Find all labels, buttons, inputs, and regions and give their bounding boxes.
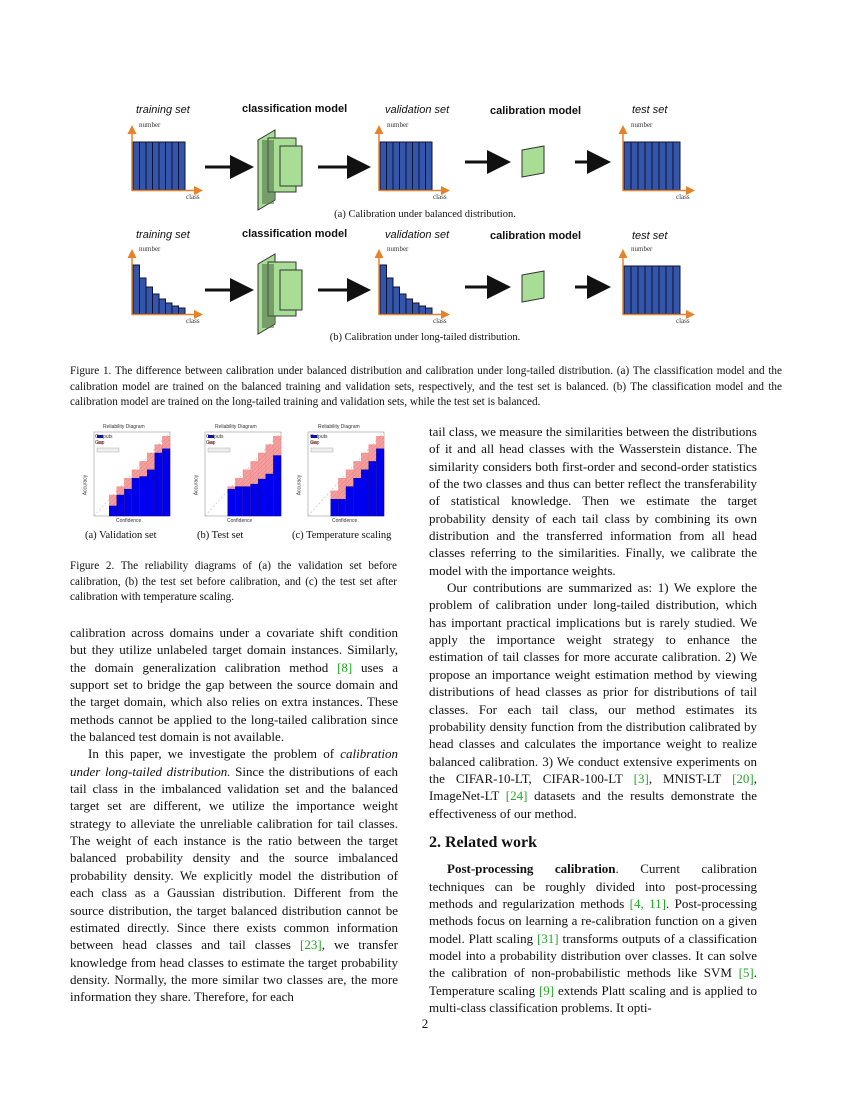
run-in-heading: Post-processing calibration	[447, 861, 616, 877]
histogram-test-a	[623, 128, 692, 191]
axis-label-number: number	[631, 245, 653, 253]
text-run: calibration across domains under a covariate shift condition but they utilize unlabeled target domain instances. Similarly, the domain generalization calibration method	[70, 625, 398, 675]
axis-label-number: number	[139, 245, 161, 253]
citation-link[interactable]: [20]	[732, 770, 754, 786]
figure-1-caption: Figure 1. The difference between calibration under balanced distribution and calibration under long-tailed distribution. (a) The classification model and the calibration model are trained on the balanced training and validation sets, respectively, and the test set is balanced. (b) The classification model and the calibration model are trained on the long-tailed training and validation sets, while the test set is balanced.	[70, 365, 782, 408]
reliability-diagrams	[70, 420, 415, 530]
xlabel-a: Confidence	[116, 518, 142, 524]
ylabel-b: Accuracy	[193, 474, 200, 496]
histogram-validation-b	[379, 252, 447, 315]
axis-label-class: class	[186, 193, 200, 201]
stage-title-test-set-a: test set	[632, 104, 668, 116]
xlabel-b: Confidence	[227, 518, 253, 524]
left-column	[70, 624, 398, 1006]
output-bar	[331, 499, 339, 516]
axis-label-class: class	[433, 193, 447, 201]
histogram-training-b	[132, 252, 200, 315]
paragraph	[70, 624, 398, 745]
paragraph	[429, 423, 757, 579]
ylabel-a: Accuracy	[82, 474, 89, 496]
legend-outputs-c: Outputs	[310, 434, 328, 440]
text-run: In this paper, we investigate the problem of	[88, 746, 341, 762]
stage-title-training-set-b: training set	[136, 229, 190, 241]
text-run: Our contributions are summarized as: 1) We explore the problem of calibration under long-tailed distribution, which has important practical implications but is rarely studied. We apply the importance weight strategy to enhance the estimation of tail classes for more accurate calibration. 2) We propose an importance weight estimation method by viewing distributions of head classes as prior for distributions of tail classes. For each tail class, our method estimates its probability density function from the distribution calibrated by head classes and calculates the importance weight to realize balanced calibration. 3) We conduct extensive experiments on the CIFAR-10-LT, CIFAR-100-LT	[429, 580, 757, 786]
output-bar	[162, 449, 170, 516]
axis-label-class: class	[433, 317, 447, 325]
axis-label-class: class	[676, 317, 690, 325]
figure-1-drawing	[0, 0, 850, 340]
output-bar	[228, 489, 236, 516]
text-run: , we transfer knowledge from head classes to estimate the target probability density. Normally, the more similar two classes are, the more information they share. Therefore, for each	[70, 937, 398, 1005]
text-run: calibration under long-tailed distribution.	[70, 746, 398, 779]
stage-title-training-set-a: training set	[136, 104, 190, 116]
panel-title-a: Reliability Diagram	[103, 424, 145, 430]
stage-title-classification-model-a: classification model	[242, 103, 348, 115]
ece-box	[311, 448, 333, 452]
text-run: datasets and the results demonstrate the effectiveness of our method.	[429, 788, 757, 821]
text-run: . Temperature scaling	[429, 965, 757, 998]
calibration-model-icon-a	[522, 146, 544, 177]
axis-label-number: number	[387, 121, 409, 129]
xlabel-c: Confidence	[332, 518, 358, 524]
text-run: . Current calibration techniques can be roughly divided into post-processing methods and regularization methods	[429, 861, 757, 911]
figure-2b-caption: (b) Test set	[197, 530, 244, 541]
figure-1a-caption: (a) Calibration under balanced distribution.	[334, 209, 516, 220]
output-bar	[338, 499, 346, 516]
output-bar	[361, 470, 369, 516]
citation-link[interactable]: [9]	[538, 982, 555, 998]
text-run: transforms outputs of a classification model into a probability distribution over classes. It can solve the calibration of non-probabilistic methods like SVM	[429, 930, 757, 981]
text-run: tail class, we measure the similarities between the distributions of it and all head classes with the Wasserstein distance. The similarity considers both first-order and second-order statistics of the two classes and thus can better reflect the transferability of statistical knowledge. Then we estimate the target probability density of each tail class by combining its own distribution and the transferred information from all head classes referring to the similarities. Finally, we calibrate the model with the importance weights.	[429, 424, 757, 578]
figure-2-caption: Figure 2. The reliability diagrams of (a) the validation set before calibration, (b) the test set before calibration, and (c) the test set after calibration with temperature scaling.	[70, 560, 397, 603]
paragraph	[429, 579, 757, 822]
calibration-model-icon-b	[522, 271, 544, 302]
axis-label-class: class	[186, 317, 200, 325]
right-column	[429, 423, 757, 1016]
output-bar	[132, 478, 140, 516]
citation-link[interactable]: [5]	[738, 965, 754, 981]
stage-title-classification-model-b: classification model	[242, 228, 348, 240]
figure-2c-caption: (c) Temperature scaling	[292, 530, 392, 541]
text-run: extends Platt scaling and is applied to multi-class classification problems. It opti-	[429, 982, 757, 1015]
output-bar	[354, 478, 362, 516]
stage-title-test-set-b: test set	[632, 230, 668, 242]
legend-gap-b: Gap	[206, 440, 216, 446]
output-bar	[124, 489, 132, 516]
stage-title-validation-set-b: validation set	[385, 229, 450, 241]
output-bar	[243, 487, 251, 516]
legend-gap-a: Gap	[95, 440, 105, 446]
legend-outputs-b: Outputs	[206, 434, 224, 440]
output-bar	[155, 453, 163, 516]
figure-2a-caption: (a) Validation set	[85, 530, 157, 541]
citation-link[interactable]: [3]	[633, 770, 649, 786]
histogram-test-b	[623, 252, 692, 315]
text-run: , MNIST-LT	[648, 770, 733, 786]
citation-link[interactable]: [31]	[536, 930, 559, 946]
stage-title-validation-set-a: validation set	[385, 104, 450, 116]
paragraph	[70, 745, 398, 1005]
panel-title-b: Reliability Diagram	[215, 424, 257, 430]
histogram-validation-a	[379, 128, 447, 191]
axis-label-class: class	[676, 193, 690, 201]
text-run: . Post-processing methods focus on learning a re-calibration function on a given model. Platt scaling	[429, 895, 757, 946]
output-bar	[258, 479, 266, 516]
output-bar	[117, 495, 125, 516]
ylabel-c: Accuracy	[296, 474, 303, 496]
paragraph	[429, 860, 757, 1016]
output-bar	[266, 474, 274, 516]
panel-title-c: Reliability Diagram	[318, 424, 360, 430]
output-bar	[369, 461, 377, 516]
stage-title-calibration-model-b: calibration model	[490, 230, 582, 242]
axis-label-number: number	[387, 245, 409, 253]
output-bar	[147, 470, 155, 516]
stage-title-calibration-model-a: calibration model	[490, 105, 582, 117]
figure-1b-caption: (b) Calibration under long-tailed distribution.	[329, 332, 521, 343]
output-bar	[273, 456, 281, 516]
legend-outputs-a: Outputs	[95, 434, 113, 440]
classification-model-icon-b	[258, 254, 302, 334]
output-bar	[376, 449, 384, 516]
text-run: uses a support set to bridge the gap between the source domain and the target domain, which also relies on extra instances. These methods cannot be applied to the long-tailed calibration since the balanced test domain is not available.	[70, 659, 398, 745]
output-bar	[235, 487, 243, 516]
classification-model-icon-a	[258, 130, 302, 210]
citation-link[interactable]: [4, 11]	[629, 895, 666, 911]
output-bar	[109, 506, 117, 516]
axis-label-number: number	[631, 121, 653, 129]
output-bar	[251, 484, 259, 516]
output-bar	[140, 477, 148, 516]
ece-box	[208, 448, 230, 452]
citation-link[interactable]: [8]	[337, 659, 353, 675]
page-number: 2	[421, 1016, 429, 1031]
axis-label-number: number	[139, 121, 161, 129]
citation-link[interactable]: [24]	[505, 788, 528, 804]
text-run: Since the distributions of each tail class in the imbalanced validation set and the balanced target set are different, we utilize the importance weight strategy to alleviate the unreliable calibration for tail classes. The weight of each instance is the ratio between the target balanced probability density and the source imbalanced probability density. We explicitly model the distribution of each class as a Gaussian distribution. Different from the source distribution, the target balanced distribution cannot be estimated directly. Since there exists common information between head classes and tail classes	[70, 763, 398, 953]
ece-box	[97, 448, 119, 452]
legend-gap-c: Gap	[310, 440, 320, 446]
histogram-training-a	[132, 128, 200, 191]
output-bar	[346, 487, 354, 516]
section-heading: 2. Related work	[429, 833, 537, 851]
text-run: , ImageNet-LT	[429, 770, 757, 804]
citation-link[interactable]: [23]	[300, 937, 322, 953]
